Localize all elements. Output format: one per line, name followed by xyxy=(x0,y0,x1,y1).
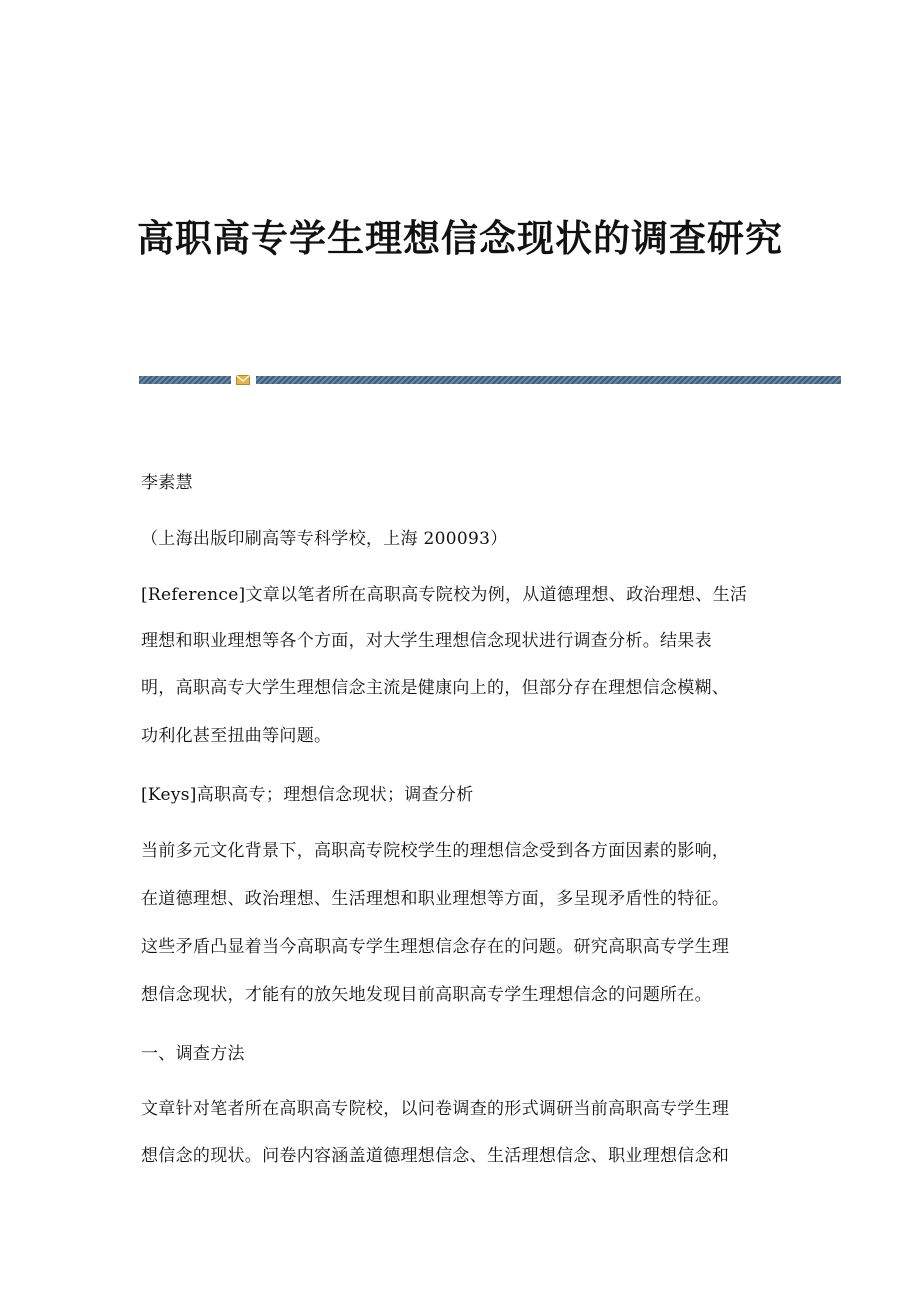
section-heading: 一、调查方法 xyxy=(141,1044,245,1064)
abstract-line: 理想和职业理想等各个方面，对大学生理想信念现状进行调查分析。结果表 xyxy=(141,631,712,651)
body-line: 当前多元文化背景下，高职高专院校学生的理想信念受到各方面因素的影响， xyxy=(141,841,730,861)
envelope-icon xyxy=(236,374,250,386)
body-line: 在道德理想、政治理想、生活理想和职业理想等方面，多呈现矛盾性的特征。 xyxy=(141,889,730,909)
body-line: 想信念的现状。问卷内容涵盖道德理想信念、生活理想信念、职业理想信念和 xyxy=(141,1146,730,1166)
title-divider xyxy=(139,374,841,386)
body-line: 这些矛盾凸显着当今高职高专学生理想信念存在的问题。研究高职高专学生理 xyxy=(141,937,730,957)
divider-bar-right xyxy=(256,376,841,384)
divider-bar-left xyxy=(139,376,231,384)
body-line: 想信念现状，才能有的放矢地发现目前高职高专学生理想信念的问题所在。 xyxy=(141,985,712,1005)
author-name: 李素慧 xyxy=(141,473,193,493)
author-affiliation: （上海出版印刷高等专科学校，上海 200093） xyxy=(141,529,508,549)
document-title: 高职高专学生理想信念现状的调查研究 xyxy=(137,217,783,260)
abstract-line: 功利化甚至扭曲等问题。 xyxy=(141,726,332,746)
keywords-line: [Keys]高职高专；理想信念现状；调查分析 xyxy=(141,785,474,805)
abstract-line: 明，高职高专大学生理想信念主流是健康向上的，但部分存在理想信念模糊、 xyxy=(141,678,730,698)
abstract-line: [Reference]文章以笔者所在高职高专院校为例，从道德理想、政治理想、生活 xyxy=(141,585,748,605)
body-line: 文章针对笔者所在高职高专院校，以问卷调查的形式调研当前高职高专学生理 xyxy=(141,1099,730,1119)
